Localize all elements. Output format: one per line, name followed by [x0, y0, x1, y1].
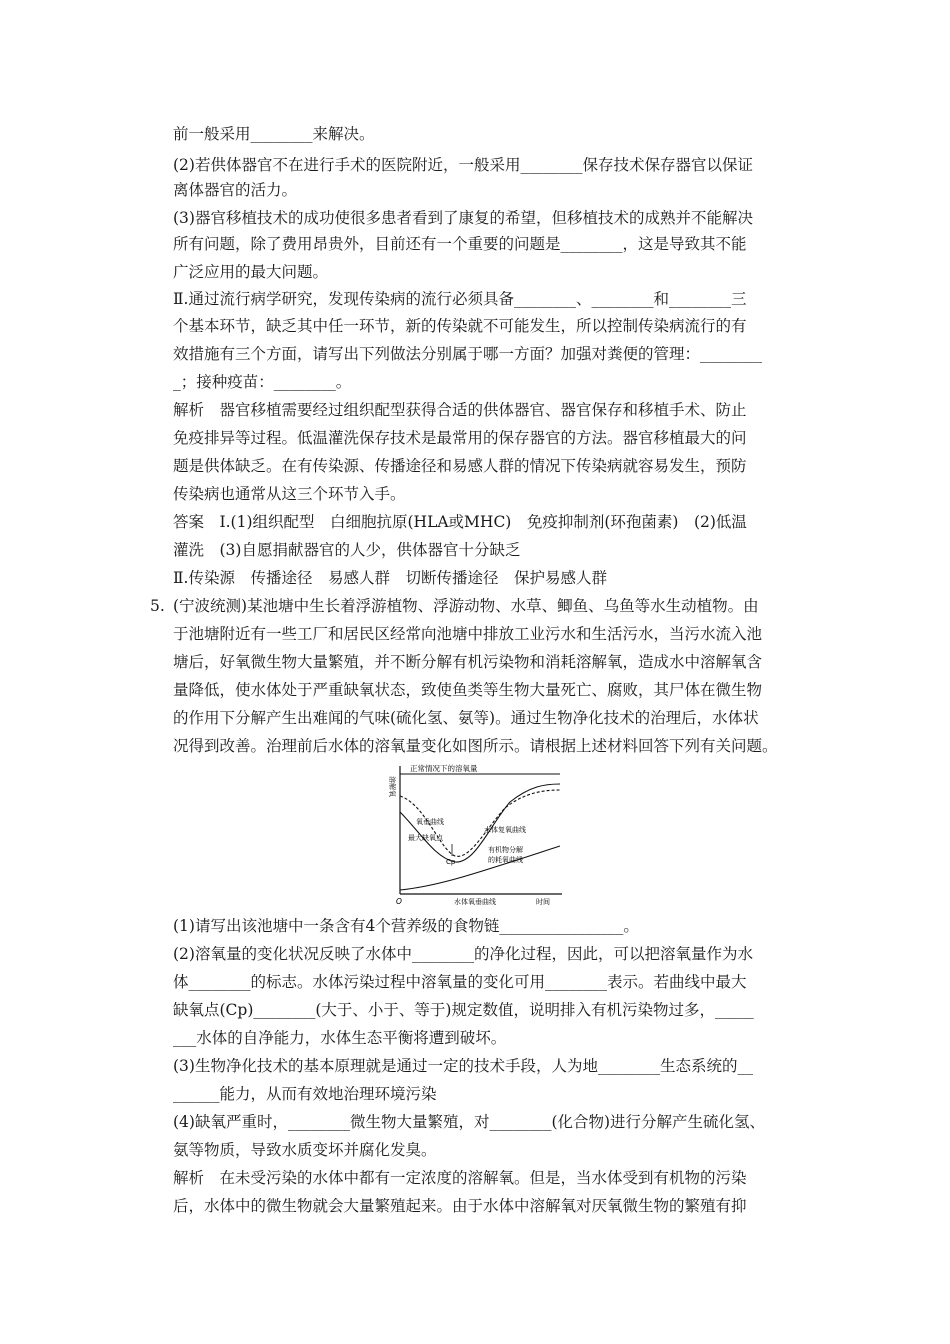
q5-sub2-line-1: (2)溶氧量的变化状况反映了水体中________的净化过程，因此，可以把溶氧量作为水: [173, 945, 753, 963]
oxygen-sag-diagram: [380, 760, 570, 908]
q5-sub4-line-1: (4)缺氧严重时，________微生物大量繁殖，对________(化合物)进行分解产生硫化氢、: [173, 1113, 766, 1131]
analysis-line-4: 传染病也通常从这三个环节入手。: [173, 485, 406, 503]
text-line-7: Ⅱ.通过流行病学研究，发现传染病的流行必须具备________、________和________三: [173, 290, 747, 308]
q5-sub2-line-2: 体________的标志。水体污染过程中溶氧量的变化可用________表示。若曲线中最大: [173, 973, 747, 991]
text-line-3: 离体器官的活力。: [173, 181, 298, 199]
answer-line-1: 答案 Ⅰ.(1)组织配型 白细胞抗原(HLA或MHC) 免疫抑制剂(环孢菌素) (2)低温: [173, 513, 747, 531]
recovery-label: 水体复氧曲线: [484, 826, 526, 834]
x-axis-label: 时间: [536, 898, 550, 906]
q5-line-6: 况得到改善。治理前后水体的溶氧量变化如图所示。请根据上述材料回答下列有关问题。: [173, 737, 778, 755]
q5-sub2-line-4: ___水体的自净能力，水体生态平衡将遭到破坏。: [173, 1029, 507, 1047]
q5-line-1: (宁波统测)某池塘中生长着浮游植物、浮游动物、水草、鲫鱼、乌鱼等水生动植物。由: [173, 597, 759, 615]
text-line-2: (2)若供体器官不在进行手术的医院附近，一般采用________保存技术保存器官以保证: [173, 156, 753, 174]
q5-sub3-line-1: (3)生物净化技术的基本原理就是通过一定的技术手段，人为地________生态系统的__: [173, 1057, 753, 1075]
answer-line-2: 灌洗 (3)自愿捐献器官的人少，供体器官十分缺乏: [173, 541, 521, 559]
answer-line-3: Ⅱ.传染源 传播途径 易感人群 切断传播途径 保护易感人群: [173, 569, 607, 587]
text-line-9: 效措施有三个方面，请写出下列做法分别属于哪一方面？加强对粪便的管理：________: [173, 345, 763, 363]
q5-analysis-line-1: 解析 在未受污染的水体中都有一定浓度的溶解氧。但是，当水体受到有机物的污染: [173, 1169, 747, 1187]
x-axis-caption: 水体氧垂曲线: [454, 898, 496, 906]
origin-label: O: [396, 897, 402, 906]
analysis-line-3: 题是供体缺乏。在有传染源、传播途径和易感人群的情况下传染病就容易发生，预防: [173, 457, 747, 475]
text-line-1: 前一般采用________来解决。: [173, 125, 375, 143]
consumption-label-2: 的耗氧曲线: [488, 856, 523, 864]
q5-sub1: (1)请写出该池塘中一条含有4个营养级的食物链________________。: [173, 917, 639, 935]
sag-label: 氧垂曲线: [416, 818, 444, 826]
text-line-6: 广泛应用的最大问题。: [173, 263, 329, 281]
q5-line-2: 于池塘附近有一些工厂和居民区经常向池塘中排放工业污水和生活污水，当污水流入池: [173, 625, 763, 643]
analysis-line-2: 免疫排异等过程。低温灌洗保存技术是最常用的保存器官的方法。器官移植最大的问: [173, 429, 747, 447]
min-point-label: 最大缺氧点: [408, 834, 443, 842]
text-line-10: _；接种疫苗：________。: [173, 373, 352, 391]
text-line-5: 所有问题，除了费用昂贵外，目前还有一个重要的问题是________，这是导致其不能: [173, 235, 747, 253]
text-line-4: (3)器官移植技术的成功使很多患者看到了康复的希望，但移植技术的成熟并不能解决: [173, 209, 753, 227]
cp-label: Cp: [446, 858, 456, 866]
q5-sub4-line-2: 氨等物质，导致水质变坏并腐化发臭。: [173, 1141, 437, 1159]
q5-sub2-line-3: 缺氧点(Cp)________(大于、小于、等于)规定数值，说明排入有机污染物过多，_____: [173, 1001, 754, 1019]
q5-line-5: 的作用下分解产生出难闻的气味(硫化氢、氨等)。通过生物净化技术的治理后，水体状: [173, 709, 759, 727]
top-label: 正常情况下的溶氧量: [410, 764, 478, 773]
text-line-8: 个基本环节，缺乏其中任一环节，新的传染就不可能发生，所以控制传染病流行的有: [173, 317, 747, 335]
analysis-line-1: 解析 器官移植需要经过组织配型获得合适的供体器官、器官保存和移植手术、防止: [173, 401, 747, 419]
question-number: 5.: [150, 597, 165, 615]
q5-analysis-line-2: 后，水体中的微生物就会大量繁殖起来。由于水体中溶解氧对厌氧微生物的繁殖有抑: [173, 1197, 747, 1215]
q5-line-3: 塘后，好氧微生物大量繁殖，并不断分解有机污染物和消耗溶解氧，造成水中溶解氧含: [173, 653, 763, 671]
q5-sub3-line-2: ______能力，从而有效地治理环境污染: [173, 1085, 437, 1103]
consumption-curve: [400, 846, 560, 890]
y-axis-label: 溶解氧: [388, 776, 396, 797]
consumption-label-1: 有机物分解: [488, 846, 523, 854]
q5-line-4: 量降低，使水体处于严重缺氧状态，致使鱼类等生物大量死亡、腐败，其尸体在微生物: [173, 681, 763, 699]
